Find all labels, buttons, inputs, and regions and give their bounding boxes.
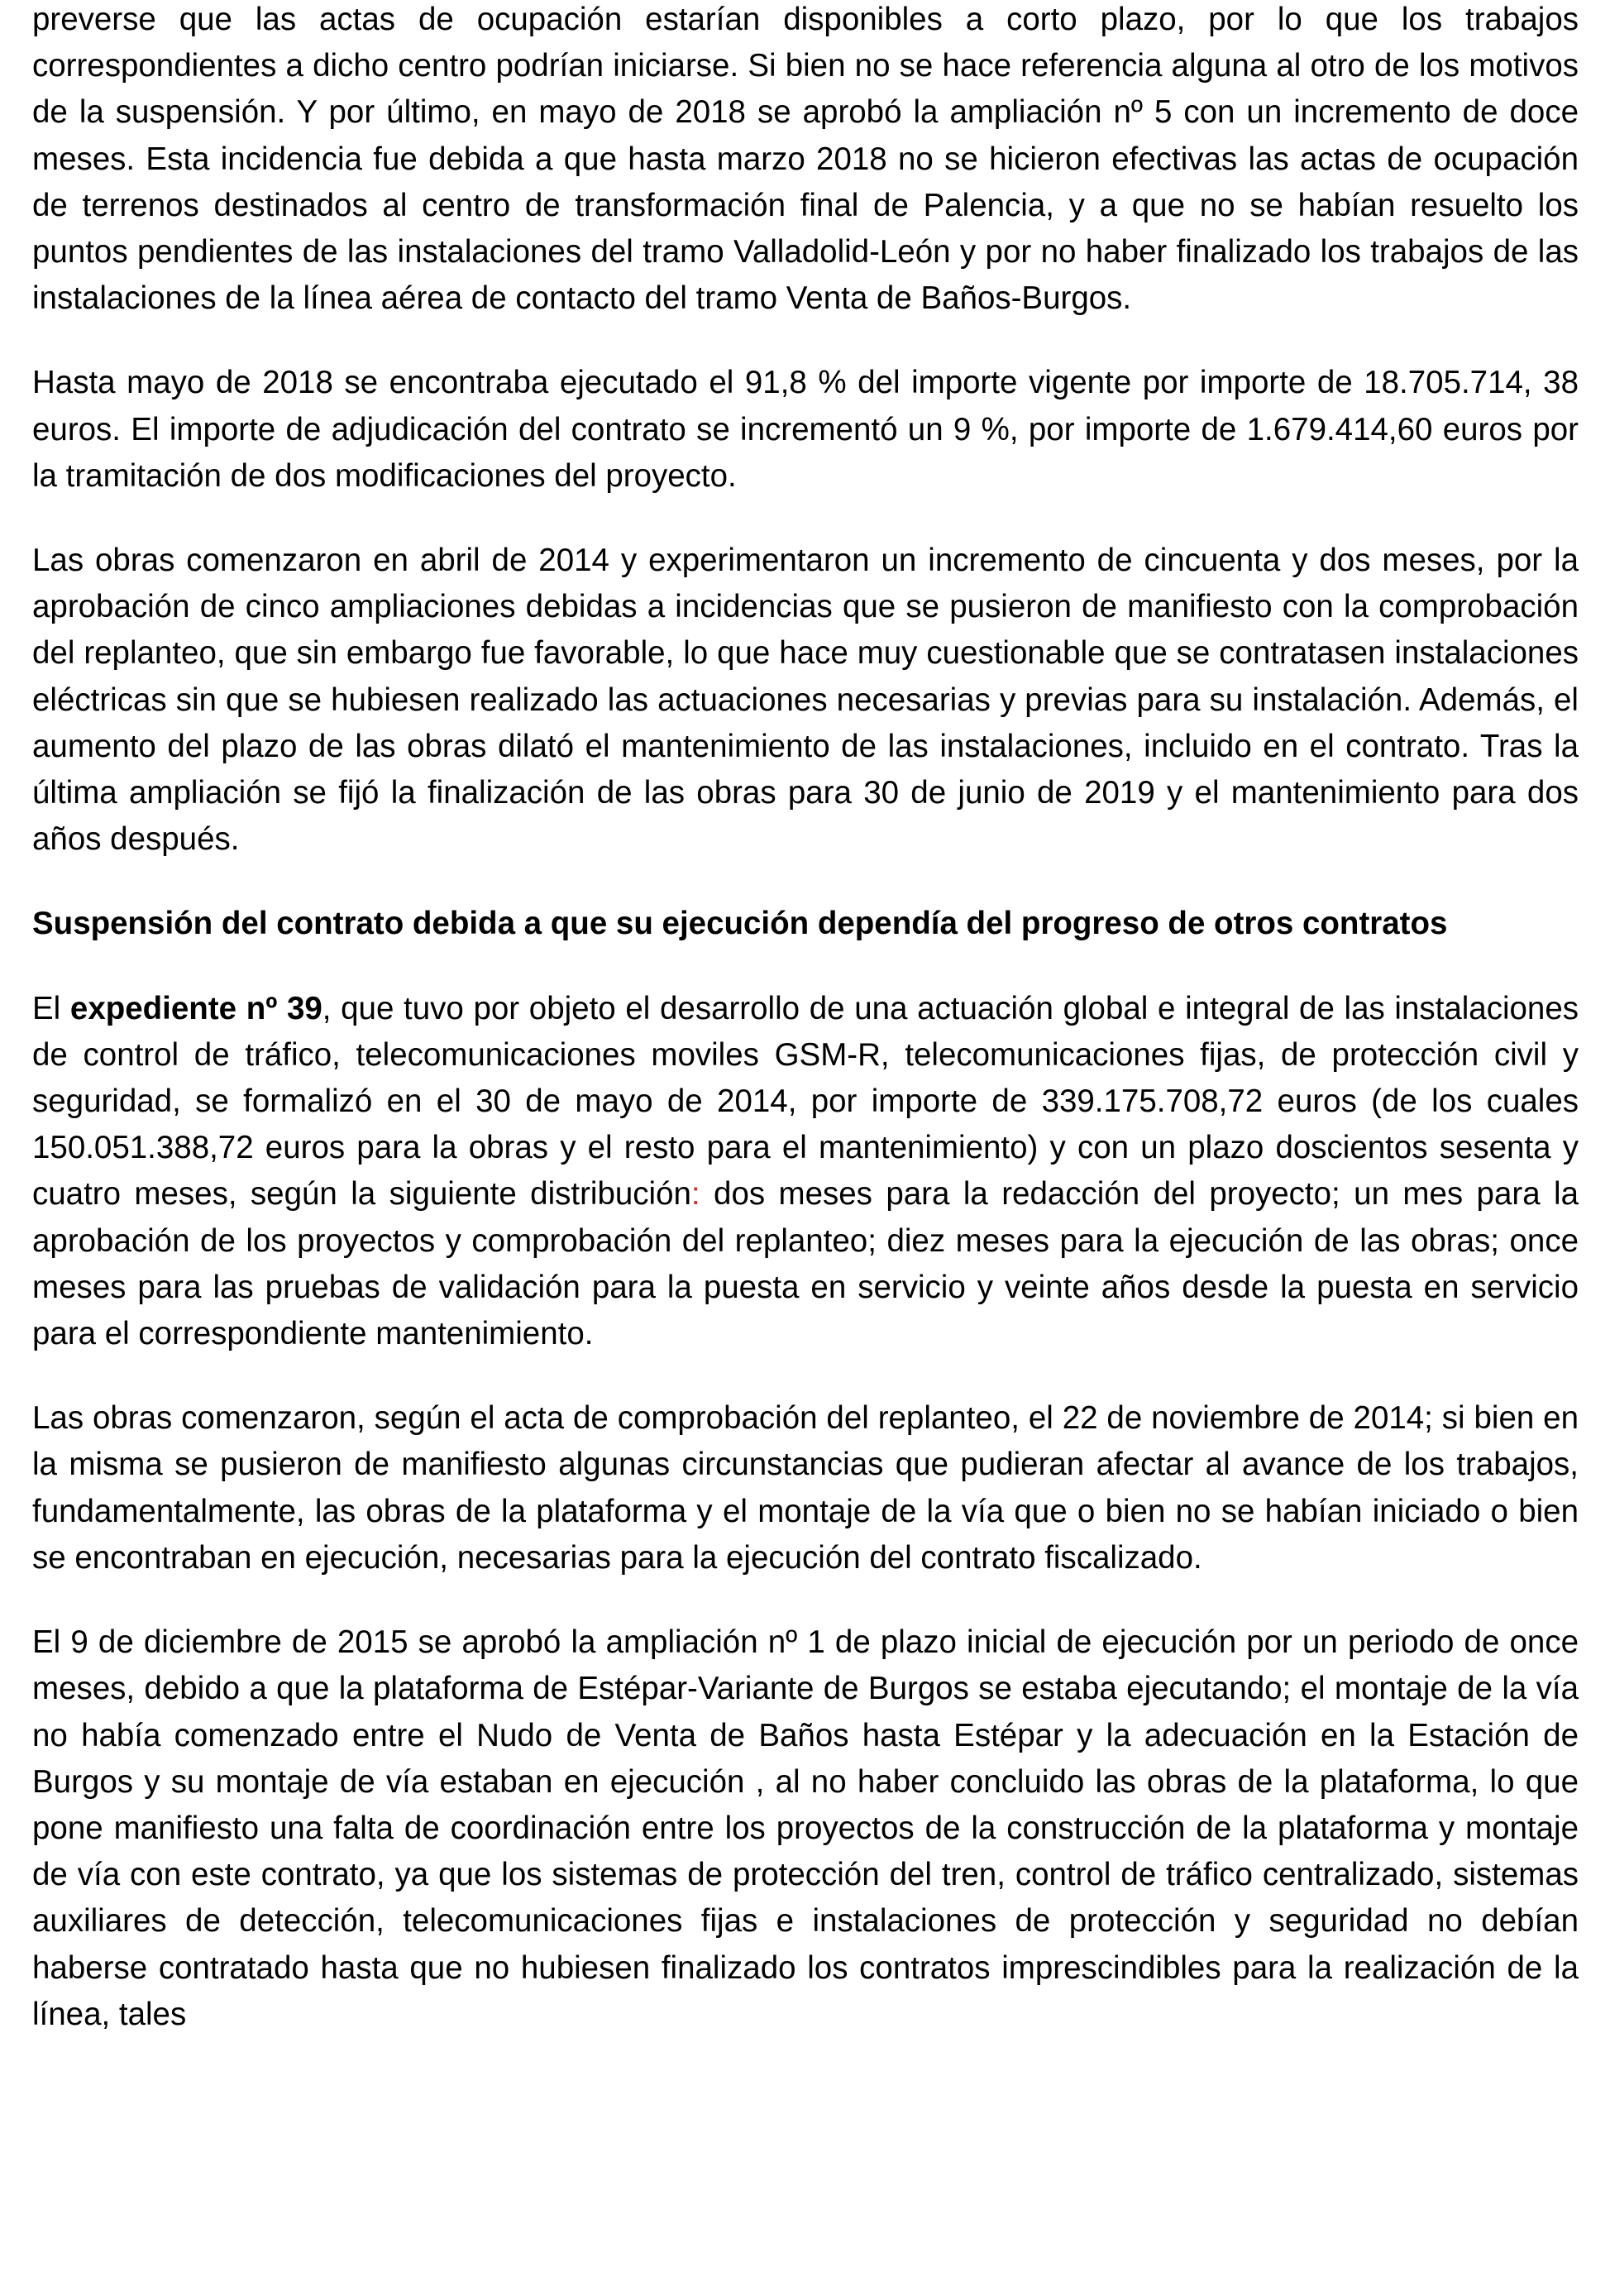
expediente-body: , que tuvo por objeto el desarrollo de una actuación global e integral de las instalaciones de control de tráfico, telecomunicaciones moviles GSM-R, telecomunicaciones fijas, de protección civil y seguridad, se formalizó en el 30 de mayo de 2014, por importe de 339.175.708,72 euros (de los cuales 150.051.388,72 euros para la obras y el resto para el mantenimiento) y con un plazo doscientos sesenta y cuatro meses, según la siguiente distribución	[32, 990, 1579, 1213]
paragraph-ampliacion-1: El 9 de diciembre de 2015 se aprobó la ampliación nº 1 de plazo inicial de ejecución por un periodo de once meses, debido a que la plataforma de Estépar-Variante de Burgos se estaba ejecutando; el montaje de la vía no había comenzado entre el Nudo de Venta de Baños hasta Estépar y la adecuación en la Estación de Burgos y su montaje de vía estaban en ejecución , al no haber concluido las obras de la plataforma, lo que pone manifiesto una falta de coordinación entre los proyectos de la construcción de la plataforma y montaje de vía con este contrato, ya que los sistemas de protección del tren, control de tráfico centralizado, sistemas auxiliares de detección, telecomunicaciones fijas e instalaciones de protección y seguridad no debían haberse contratado hasta que no hubiesen finalizado los contratos imprescindibles para la realización de la línea, tales	[32, 1624, 1579, 2032]
paragraph-obras-comienzo: Las obras comenzaron en abril de 2014 y experimentaron un incremento de cincuenta y dos meses, por la aprobación de cinco ampliaciones debidas a incidencias que se pusieron de manifiesto con la comprobación del replanteo, que sin embargo fue favorable, lo que hace muy cuestionable que se contratasen instalaciones eléctricas sin que se hubiesen realizado las actuaciones necesarias y previas para su instalación. Además, el aumento del plazo de las obras dilató el mantenimiento de las instalaciones, incluido en el contrato. Tras la última ampliación se fijó la finalización de las obras para 30 de junio de 2019 y el mantenimiento para dos años después.	[32, 543, 1579, 858]
expediente-lead: El	[32, 990, 70, 1026]
section-heading: Suspensión del contrato debida a que su ejecución dependía del progreso de otros contratos	[32, 906, 1448, 942]
document-page	[32, 0, 1579, 2076]
expediente-number: expediente nº 39	[69, 990, 322, 1026]
paragraph-acta-replanteo: Las obras comenzaron, según el acta de comprobación del replanteo, el 22 de noviembre de 2014; si bien en la misma se pusieron de manifiesto algunas circunstancias que pudieran afectar al avance de los trabajos, fundamentalmente, las obras de la plataforma y el montaje de la vía que o bien no se habían iniciado o bien se encontraban en ejecución, necesarias para la ejecución del contrato fiscalizado.	[32, 1400, 1579, 1576]
expediente-colon: :	[690, 1176, 700, 1213]
paragraph-ampliaciones: preverse que las actas de ocupación estarían disponibles a corto plazo, por lo que los trabajos correspondientes a dicho centro podrían iniciarse. Si bien no se hace referencia alguna al otro de los motivos de la suspensión. Y por último, en mayo de 2018 se aprobó la ampliación nº 5 con un incremento de doce meses. Esta incidencia fue debida a que hasta marzo 2018 no se hicieron efectivas las actas de ocupación de terrenos destinados al centro de transformación final de Palencia, y a que no se habían resuelto los puntos pendientes de las instalaciones del tramo Valladolid-León y por no haber finalizado los trabajos de las instalaciones de la línea aérea de contacto del tramo Venta de Baños-Burgos.	[32, 2, 1579, 317]
paragraph-expediente-39	[32, 986, 1579, 1358]
paragraph-ejecucion-importe: Hasta mayo de 2018 se encontraba ejecutado el 91,8 % del importe vigente por importe de 18.705.714, 38 euros. El importe de adjudicación del contrato se incrementó un 9 %, por importe de 1.679.414,60 euros por la tramitación de dos modificaciones del proyecto.	[32, 365, 1579, 494]
expediente-tail: dos meses para la redacción del proyecto; un mes para la aprobación de los proyectos y comprobación del replanteo; diez meses para la ejecución de las obras; once meses para las pruebas de validación para la puesta en servicio y veinte años desde la puesta en servicio para el correspondiente mantenimiento.	[32, 1176, 1579, 1352]
